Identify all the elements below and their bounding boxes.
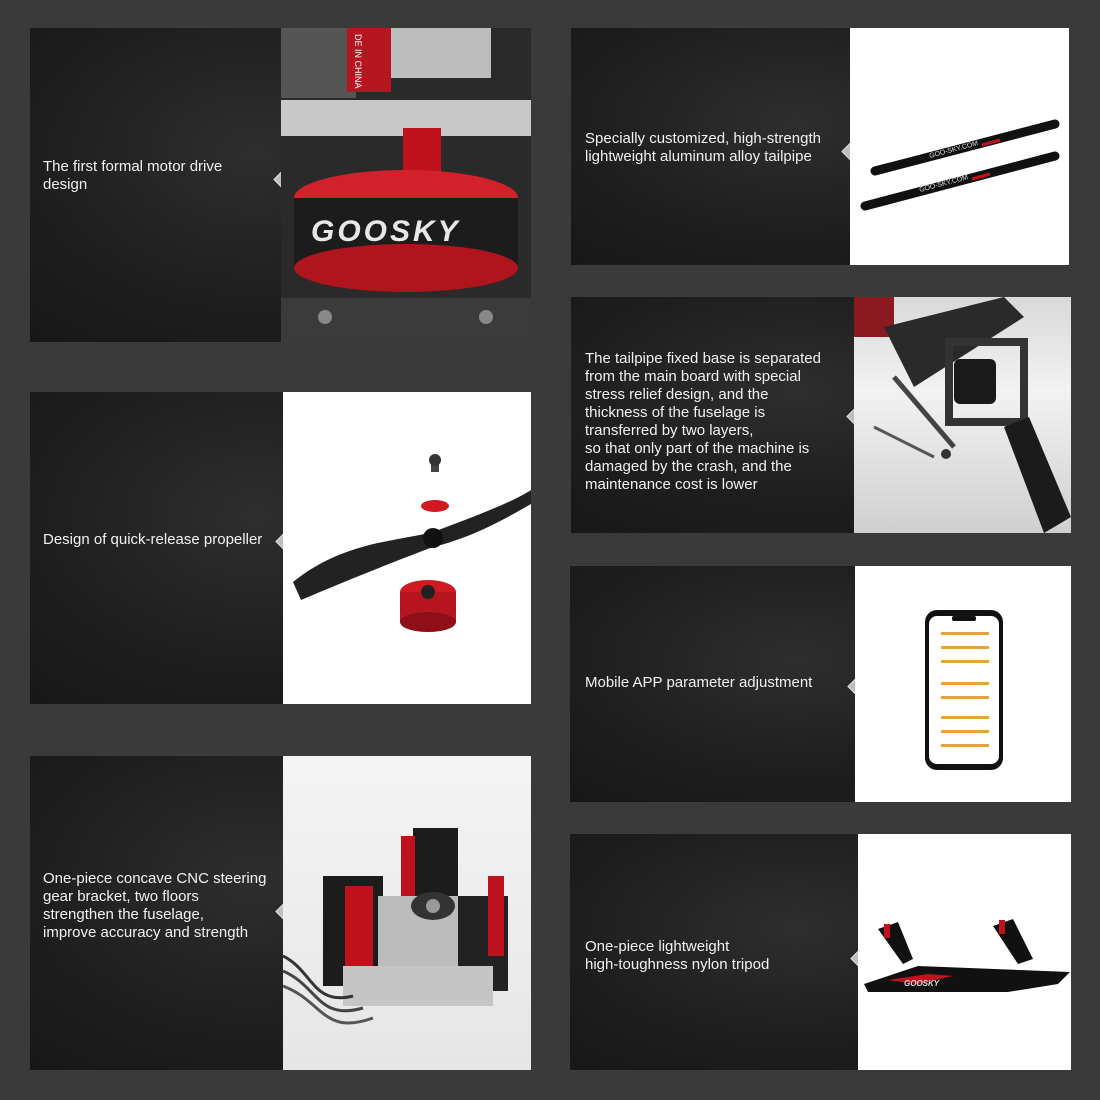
motor-stamp: DE IN CHINA bbox=[353, 34, 363, 89]
motor-brand: GOOSKY bbox=[311, 215, 461, 248]
feature-card-tailpipe bbox=[571, 28, 1069, 265]
tripod-brand: GOOSKY bbox=[904, 979, 940, 988]
feature-card-bracket bbox=[30, 756, 531, 1070]
tailpipe-photo bbox=[850, 28, 1069, 265]
tailpipe-brand: GOO-SKY.COM bbox=[928, 140, 979, 160]
tripod-photo bbox=[858, 834, 1071, 1070]
feature-text: Mobile APP parameter adjustment bbox=[585, 674, 813, 691]
feature-text: One-piece lightweight high-toughness nylon tripod bbox=[585, 938, 770, 973]
feature-card-base bbox=[571, 297, 1071, 533]
feature-card-tripod bbox=[570, 834, 1071, 1070]
motor-photo bbox=[281, 28, 531, 342]
bracket-photo bbox=[283, 756, 531, 1070]
feature-text: The first formal motor drive design bbox=[43, 158, 223, 193]
tailpipe-brand-2: GOO-SKY.COM bbox=[918, 174, 969, 194]
feature-card-propeller bbox=[30, 392, 531, 704]
feature-card-motor bbox=[30, 28, 531, 342]
base-photo bbox=[854, 297, 1071, 533]
feature-text: Design of quick-release propeller bbox=[43, 531, 263, 548]
feature-text: The tailpipe fixed base is separated from the main board with special stress relief design, and the thickness of the fuselage is transferred by two layers, so that only part of the machine is damaged by the crash, and the maintenance cost is lower bbox=[585, 350, 821, 493]
feature-text: Specially customized, high-strength lightweight aluminum alloy tailpipe bbox=[585, 130, 821, 165]
app-photo bbox=[855, 566, 1071, 802]
propeller-photo bbox=[283, 392, 531, 704]
feature-card-app bbox=[570, 566, 1071, 802]
feature-text: One-piece concave CNC steering gear bracket, two floors strengthen the fuselage, improve accuracy and strength bbox=[43, 870, 267, 941]
